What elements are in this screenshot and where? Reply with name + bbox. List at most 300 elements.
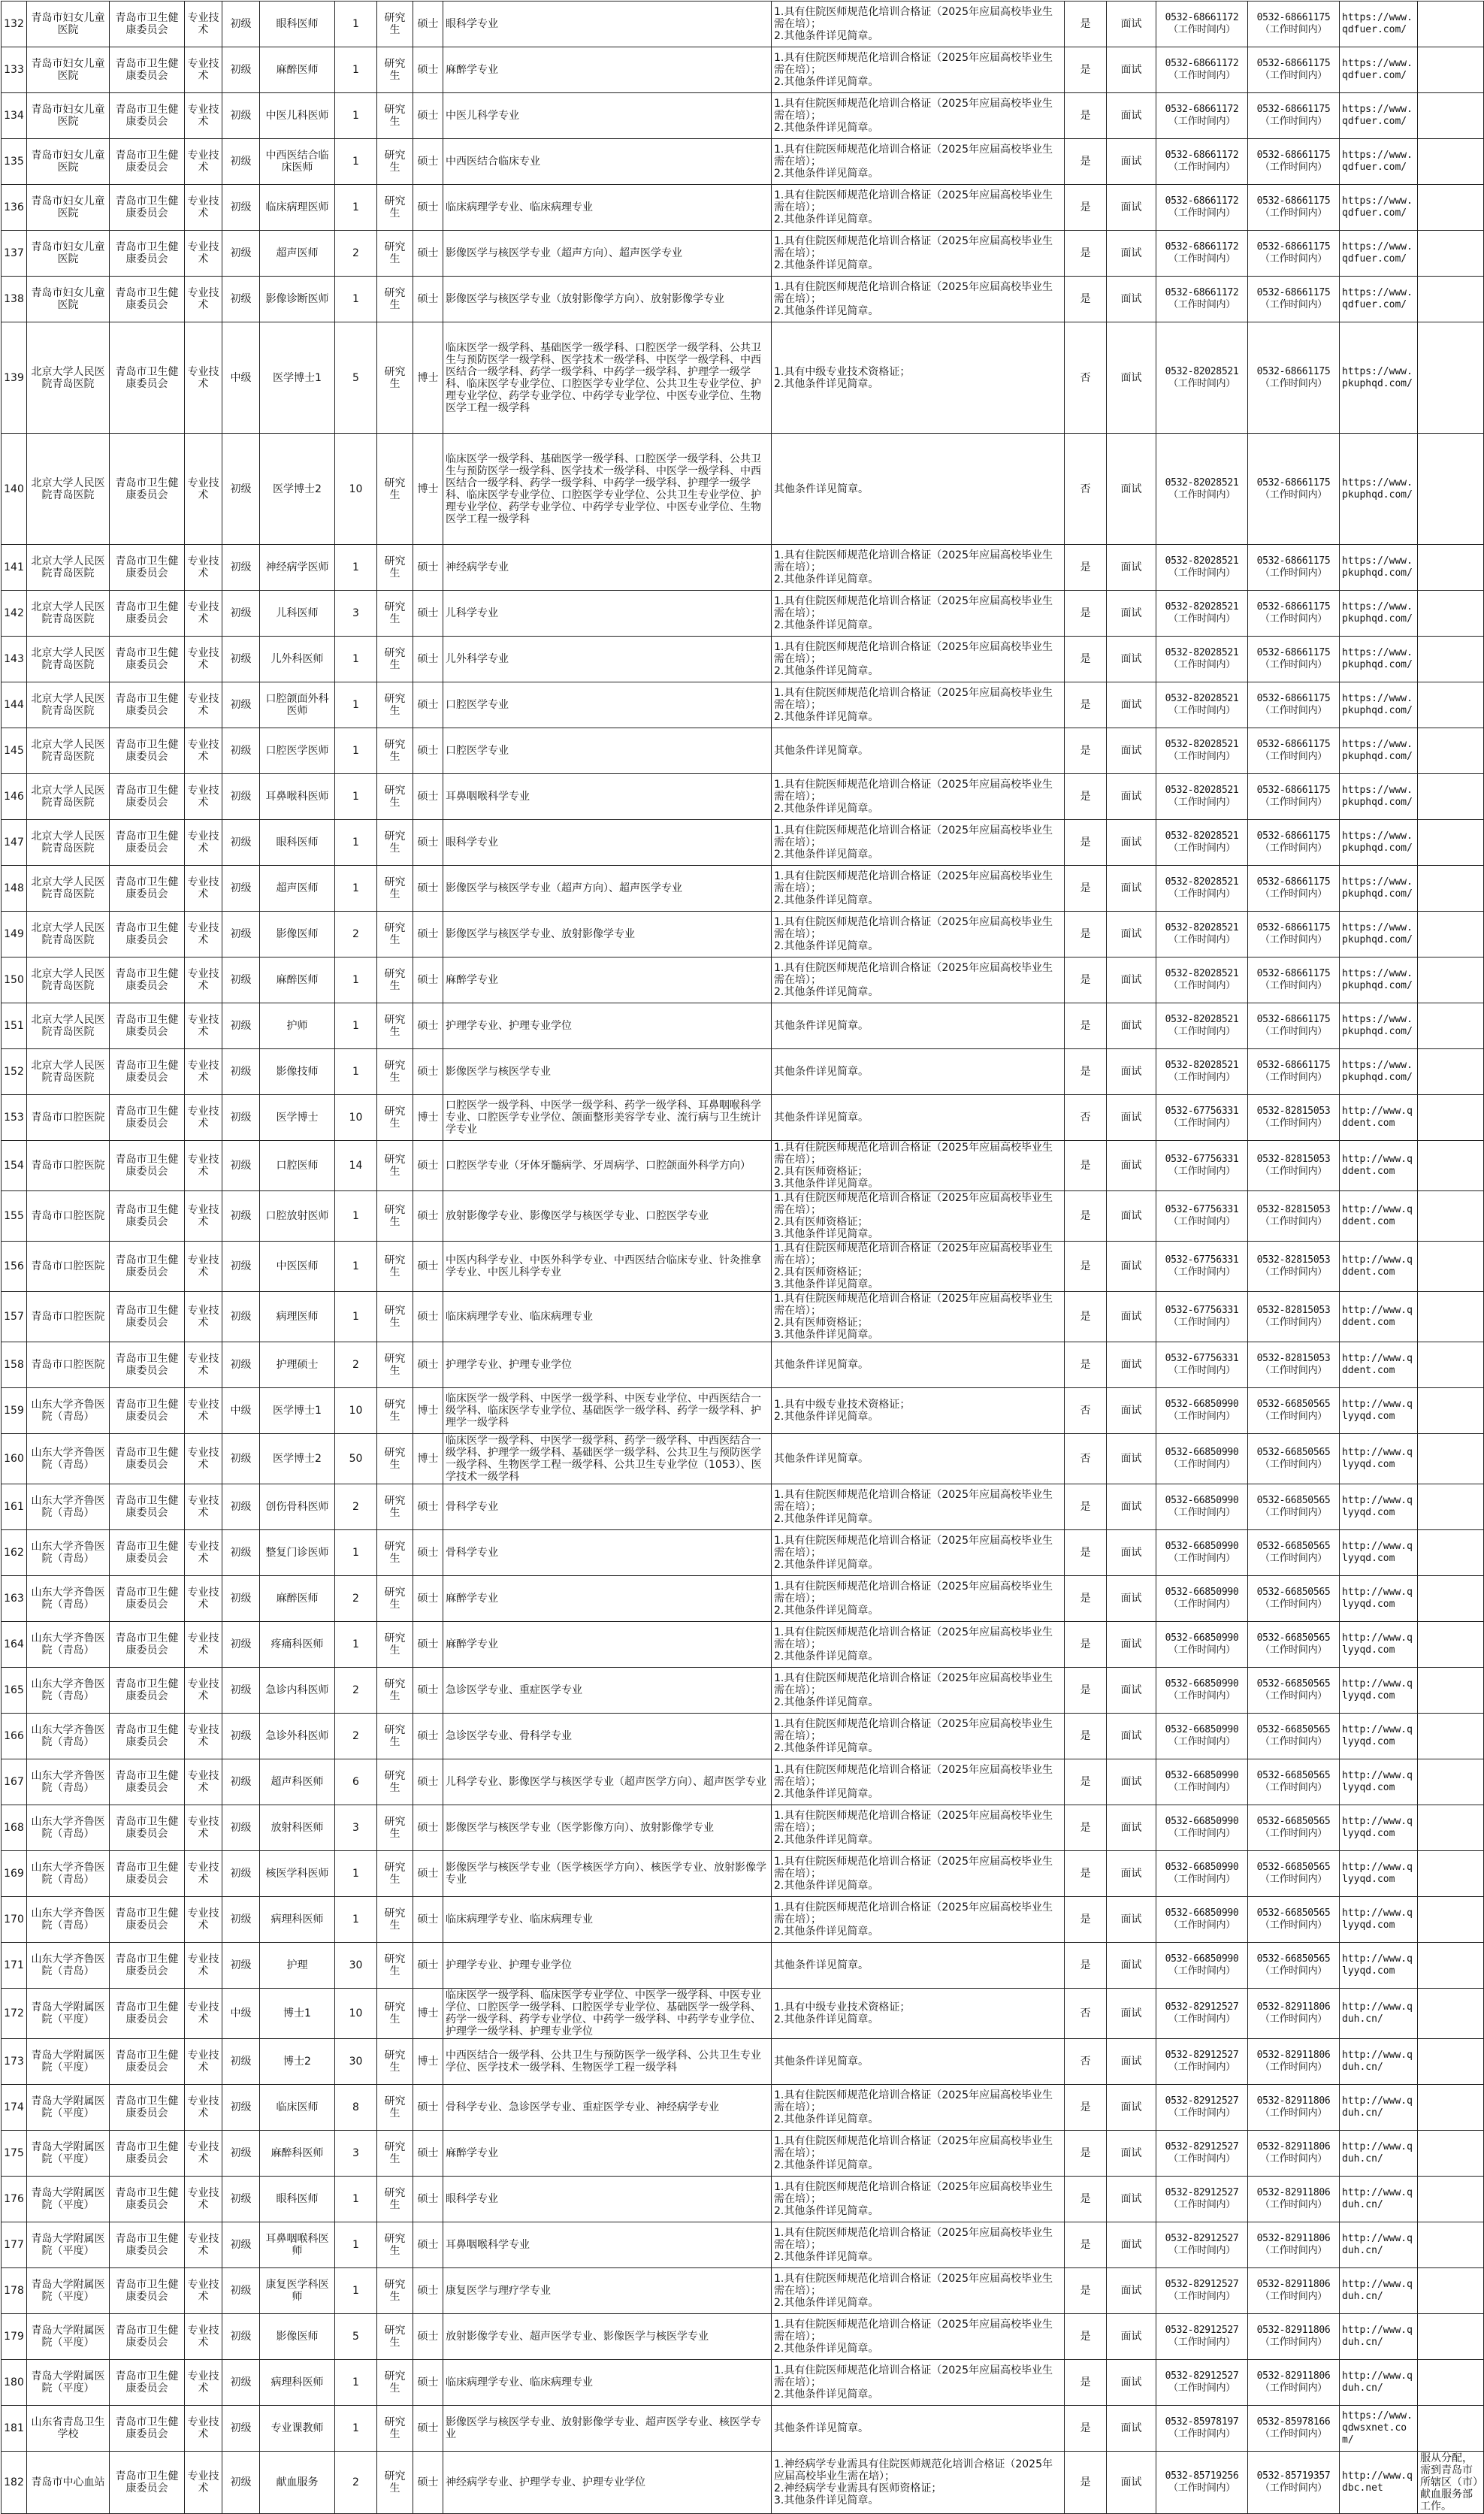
cell-other: 1.具有住院医师规范化培训合格证（2025年应届高校毕业生需在培）； 2.其他条件详见简章。 — [772, 1530, 1065, 1576]
cell-full: 是 — [1065, 728, 1107, 774]
cell-edu: 研究生 — [377, 139, 413, 185]
cell-major: 儿科学专业 — [443, 591, 772, 637]
cell-level: 初级 — [222, 139, 260, 185]
cell-tel1: 0532-66850990（工作时间内） — [1156, 1805, 1248, 1851]
cell-web: https://www.qdfuer.com/ — [1340, 93, 1418, 139]
cell-full: 否 — [1065, 1388, 1107, 1434]
cell-exam: 面试 — [1107, 1897, 1156, 1943]
cell-num: 1 — [335, 277, 377, 322]
cell-level: 初级 — [222, 682, 260, 728]
cell-web: http://www.qlyyqd.com — [1340, 1576, 1418, 1622]
cell-post: 医学博士1 — [260, 322, 335, 434]
cell-deg: 硕士 — [413, 2406, 443, 2452]
cell-no: 174 — [2, 2085, 27, 2131]
cell-post: 神经病学医师 — [260, 545, 335, 591]
cell-full: 是 — [1065, 2222, 1107, 2268]
cell-dept: 青岛市卫生健康委员会 — [110, 322, 185, 434]
cell-dept: 青岛市卫生健康委员会 — [110, 1095, 185, 1141]
cell-remark — [1418, 1897, 1484, 1943]
cell-tel1: 0532-67756331（工作时间内） — [1156, 1292, 1248, 1342]
cell-web: https://www.pkuphqd.com/ — [1340, 774, 1418, 820]
cell-full: 否 — [1065, 2039, 1107, 2085]
cell-other: 其他条件详见简章。 — [772, 728, 1065, 774]
cell-tel2: 0532-82911806（工作时间内） — [1248, 2177, 1340, 2222]
cell-deg: 博士 — [413, 2039, 443, 2085]
cell-major: 护理学专业、护理专业学位 — [443, 1003, 772, 1049]
cell-unit: 青岛大学附属医院（平度） — [27, 2039, 110, 2085]
cell-remark — [1418, 545, 1484, 591]
cell-web: http://www.qddent.com — [1340, 1342, 1418, 1388]
cell-deg: 硕士 — [413, 1943, 443, 1989]
cell-unit: 北京大学人民医院青岛医院 — [27, 866, 110, 912]
cell-cat: 专业技术 — [185, 47, 222, 93]
cell-level: 初级 — [222, 1484, 260, 1530]
table-row — [2, 912, 1484, 957]
cell-tel2: 0532-68661175（工作时间内） — [1248, 912, 1340, 957]
cell-exam: 面试 — [1107, 2, 1156, 47]
cell-cat: 专业技术 — [185, 231, 222, 277]
cell-edu: 研究生 — [377, 2268, 413, 2314]
cell-post: 麻醉医师 — [260, 47, 335, 93]
cell-unit: 山东大学齐鲁医院（青岛） — [27, 1484, 110, 1530]
cell-unit: 青岛市口腔医院 — [27, 1292, 110, 1342]
cell-deg: 硕士 — [413, 139, 443, 185]
cell-no: 177 — [2, 2222, 27, 2268]
cell-cat: 专业技术 — [185, 277, 222, 322]
cell-level: 初级 — [222, 2268, 260, 2314]
cell-num: 1 — [335, 1530, 377, 1576]
cell-unit: 青岛市妇女儿童医院 — [27, 2, 110, 47]
cell-cat: 专业技术 — [185, 1897, 222, 1943]
cell-unit: 北京大学人民医院青岛医院 — [27, 774, 110, 820]
cell-full: 是 — [1065, 231, 1107, 277]
cell-other: 1.具有住院医师规范化培训合格证（2025年应届高校毕业生需在培）； 2.其他条件详见简章。 — [772, 637, 1065, 682]
cell-exam: 面试 — [1107, 434, 1156, 545]
cell-post: 麻醉科医师 — [260, 2131, 335, 2177]
cell-cat: 专业技术 — [185, 2177, 222, 2222]
cell-cat: 专业技术 — [185, 866, 222, 912]
cell-full: 是 — [1065, 1943, 1107, 1989]
cell-level: 初级 — [222, 591, 260, 637]
cell-post: 眼科医师 — [260, 2177, 335, 2222]
cell-remark — [1418, 1530, 1484, 1576]
cell-no: 170 — [2, 1897, 27, 1943]
cell-tel1: 0532-68661172（工作时间内） — [1156, 277, 1248, 322]
cell-unit: 北京大学人民医院青岛医院 — [27, 545, 110, 591]
cell-dept: 青岛市卫生健康委员会 — [110, 866, 185, 912]
cell-other: 1.神经病学专业需具有住院医师规范化培训合格证（2025年应届高校毕业生需在培）； 2.神经病学专业需具有医师资格证； 3.其他条件详见简章。 — [772, 2452, 1065, 2514]
table-row — [2, 545, 1484, 591]
cell-level: 初级 — [222, 1759, 260, 1805]
table-body — [2, 2, 1484, 2514]
cell-cat: 专业技术 — [185, 1668, 222, 1714]
cell-edu: 研究生 — [377, 820, 413, 866]
table-row — [2, 2452, 1484, 2514]
cell-other: 1.具有住院医师规范化培训合格证（2025年应届高校毕业生需在培）； 2.其他条件详见简章。 — [772, 2, 1065, 47]
cell-tel2: 0532-68661175（工作时间内） — [1248, 277, 1340, 322]
table-row — [2, 2314, 1484, 2360]
cell-major: 临床病理学专业、临床病理专业 — [443, 1292, 772, 1342]
cell-cat: 专业技术 — [185, 2268, 222, 2314]
cell-cat: 专业技术 — [185, 1714, 222, 1759]
cell-full: 是 — [1065, 1805, 1107, 1851]
cell-post: 博士1 — [260, 1989, 335, 2039]
cell-other: 其他条件详见简章。 — [772, 1434, 1065, 1484]
cell-no: 132 — [2, 2, 27, 47]
cell-major: 中西医结合一级学科、公共卫生与预防医学一级学科、公共卫生专业学位、医学技术一级学科、生物医学工程一级学科 — [443, 2039, 772, 2085]
cell-dept: 青岛市卫生健康委员会 — [110, 2085, 185, 2131]
cell-level: 初级 — [222, 2039, 260, 2085]
cell-cat: 专业技术 — [185, 1622, 222, 1668]
cell-exam: 面试 — [1107, 774, 1156, 820]
cell-post: 博士2 — [260, 2039, 335, 2085]
cell-exam: 面试 — [1107, 1851, 1156, 1897]
cell-level: 中级 — [222, 1989, 260, 2039]
cell-cat: 专业技术 — [185, 2085, 222, 2131]
cell-other: 1.具有住院医师规范化培训合格证（2025年应届高校毕业生需在培）； 2.其他条件详见简章。 — [772, 591, 1065, 637]
cell-cat: 专业技术 — [185, 1851, 222, 1897]
cell-post: 护师 — [260, 1003, 335, 1049]
cell-tel2: 0532-66850565（工作时间内） — [1248, 1759, 1340, 1805]
cell-unit: 青岛市妇女儿童医院 — [27, 139, 110, 185]
cell-dept: 青岛市卫生健康委员会 — [110, 637, 185, 682]
cell-full: 是 — [1065, 1049, 1107, 1095]
cell-dept: 青岛市卫生健康委员会 — [110, 1342, 185, 1388]
cell-edu: 研究生 — [377, 231, 413, 277]
cell-remark — [1418, 231, 1484, 277]
cell-unit: 北京大学人民医院青岛医院 — [27, 637, 110, 682]
cell-remark — [1418, 2360, 1484, 2406]
cell-no: 176 — [2, 2177, 27, 2222]
cell-no: 137 — [2, 231, 27, 277]
cell-tel1: 0532-82912527（工作时间内） — [1156, 1989, 1248, 2039]
cell-dept: 青岛市卫生健康委员会 — [110, 2452, 185, 2514]
table-row — [2, 591, 1484, 637]
table-row — [2, 1191, 1484, 1242]
cell-exam: 面试 — [1107, 1484, 1156, 1530]
cell-exam: 面试 — [1107, 2360, 1156, 2406]
cell-web: http://www.qduh.cn/ — [1340, 2222, 1418, 2268]
table-row — [2, 1668, 1484, 1714]
cell-cat: 专业技术 — [185, 912, 222, 957]
cell-level: 初级 — [222, 2222, 260, 2268]
cell-remark — [1418, 2039, 1484, 2085]
cell-deg: 硕士 — [413, 637, 443, 682]
cell-level: 初级 — [222, 1191, 260, 1242]
cell-exam: 面试 — [1107, 1989, 1156, 2039]
cell-remark — [1418, 1003, 1484, 1049]
table-row — [2, 682, 1484, 728]
cell-major: 护理学专业、护理专业学位 — [443, 1342, 772, 1388]
cell-web: https://www.pkuphqd.com/ — [1340, 637, 1418, 682]
cell-remark — [1418, 591, 1484, 637]
cell-tel1: 0532-82912527（工作时间内） — [1156, 2268, 1248, 2314]
cell-unit: 山东大学齐鲁医院（青岛） — [27, 1576, 110, 1622]
table-row — [2, 2222, 1484, 2268]
cell-num: 50 — [335, 1434, 377, 1484]
cell-tel1: 0532-66850990（工作时间内） — [1156, 1943, 1248, 1989]
cell-tel1: 0532-66850990（工作时间内） — [1156, 1388, 1248, 1434]
cell-edu: 研究生 — [377, 2360, 413, 2406]
cell-tel1: 0532-68661172（工作时间内） — [1156, 93, 1248, 139]
cell-tel1: 0532-68661172（工作时间内） — [1156, 47, 1248, 93]
cell-remark — [1418, 912, 1484, 957]
cell-unit: 山东大学齐鲁医院（青岛） — [27, 1622, 110, 1668]
cell-dept: 青岛市卫生健康委员会 — [110, 1668, 185, 1714]
cell-tel2: 0532-68661175（工作时间内） — [1248, 591, 1340, 637]
cell-exam: 面试 — [1107, 545, 1156, 591]
cell-level: 初级 — [222, 1342, 260, 1388]
cell-other: 1.具有住院医师规范化培训合格证（2025年应届高校毕业生需在培）； 2.其他条件详见简章。 — [772, 47, 1065, 93]
cell-level: 初级 — [222, 2, 260, 47]
cell-full: 是 — [1065, 591, 1107, 637]
cell-tel1: 0532-67756331（工作时间内） — [1156, 1342, 1248, 1388]
cell-no: 159 — [2, 1388, 27, 1434]
cell-tel1: 0532-66850990（工作时间内） — [1156, 1576, 1248, 1622]
cell-major: 儿科学专业、影像医学与核医学专业（超声医学方向）、超声医学专业 — [443, 1759, 772, 1805]
cell-tel2: 0532-66850565（工作时间内） — [1248, 1805, 1340, 1851]
cell-deg: 硕士 — [413, 866, 443, 912]
cell-no: 160 — [2, 1434, 27, 1484]
table-row — [2, 93, 1484, 139]
cell-tel1: 0532-67756331（工作时间内） — [1156, 1191, 1248, 1242]
cell-dept: 青岛市卫生健康委员会 — [110, 2406, 185, 2452]
cell-dept: 青岛市卫生健康委员会 — [110, 2314, 185, 2360]
cell-exam: 面试 — [1107, 682, 1156, 728]
cell-cat: 专业技术 — [185, 1759, 222, 1805]
cell-deg: 硕士 — [413, 682, 443, 728]
cell-unit: 山东大学齐鲁医院（青岛） — [27, 1714, 110, 1759]
cell-cat: 专业技术 — [185, 434, 222, 545]
cell-num: 1 — [335, 1897, 377, 1943]
cell-num: 1 — [335, 2177, 377, 2222]
table-row — [2, 820, 1484, 866]
cell-remark — [1418, 2177, 1484, 2222]
cell-no: 144 — [2, 682, 27, 728]
cell-level: 初级 — [222, 1576, 260, 1622]
cell-level: 初级 — [222, 1714, 260, 1759]
cell-web: http://www.qduh.cn/ — [1340, 2360, 1418, 2406]
cell-edu: 研究生 — [377, 957, 413, 1003]
cell-post: 急诊外科医师 — [260, 1714, 335, 1759]
cell-no: 169 — [2, 1851, 27, 1897]
cell-major: 骨科学专业 — [443, 1530, 772, 1576]
cell-tel2: 0532-66850565（工作时间内） — [1248, 1484, 1340, 1530]
cell-no: 140 — [2, 434, 27, 545]
cell-remark — [1418, 322, 1484, 434]
cell-remark — [1418, 774, 1484, 820]
cell-tel2: 0532-82815053（工作时间内） — [1248, 1141, 1340, 1191]
cell-exam: 面试 — [1107, 2131, 1156, 2177]
cell-web: http://www.qlyyqd.com — [1340, 1759, 1418, 1805]
cell-exam: 面试 — [1107, 47, 1156, 93]
cell-num: 1 — [335, 820, 377, 866]
cell-edu: 研究生 — [377, 1388, 413, 1434]
cell-edu: 研究生 — [377, 2, 413, 47]
cell-level: 初级 — [222, 2085, 260, 2131]
cell-remark — [1418, 139, 1484, 185]
cell-edu: 研究生 — [377, 1242, 413, 1292]
cell-remark — [1418, 1095, 1484, 1141]
cell-other: 1.具有住院医师规范化培训合格证（2025年应届高校毕业生需在培）； 2.其他条件详见简章。 — [772, 139, 1065, 185]
cell-deg: 博士 — [413, 1989, 443, 2039]
table-row — [2, 277, 1484, 322]
cell-cat: 专业技术 — [185, 185, 222, 231]
cell-dept: 青岛市卫生健康委员会 — [110, 1292, 185, 1342]
cell-edu: 研究生 — [377, 1668, 413, 1714]
cell-num: 1 — [335, 1242, 377, 1292]
cell-deg: 硕士 — [413, 1897, 443, 1943]
cell-deg: 博士 — [413, 1095, 443, 1141]
cell-tel2: 0532-68661175（工作时间内） — [1248, 637, 1340, 682]
cell-remark — [1418, 1851, 1484, 1897]
cell-tel2: 0532-68661175（工作时间内） — [1248, 682, 1340, 728]
cell-tel2: 0532-68661175（工作时间内） — [1248, 139, 1340, 185]
cell-full: 是 — [1065, 820, 1107, 866]
table-row — [2, 1242, 1484, 1292]
cell-remark — [1418, 277, 1484, 322]
cell-unit: 青岛市妇女儿童医院 — [27, 93, 110, 139]
cell-edu: 研究生 — [377, 93, 413, 139]
cell-num: 2 — [335, 912, 377, 957]
cell-dept: 青岛市卫生健康委员会 — [110, 2131, 185, 2177]
cell-tel1: 0532-82028521（工作时间内） — [1156, 957, 1248, 1003]
cell-deg: 硕士 — [413, 774, 443, 820]
cell-level: 初级 — [222, 93, 260, 139]
cell-num: 3 — [335, 591, 377, 637]
cell-post: 急诊内科医师 — [260, 1668, 335, 1714]
cell-exam: 面试 — [1107, 1141, 1156, 1191]
cell-level: 初级 — [222, 434, 260, 545]
cell-deg: 硕士 — [413, 1292, 443, 1342]
cell-full: 是 — [1065, 637, 1107, 682]
cell-level: 初级 — [222, 2314, 260, 2360]
cell-num: 1 — [335, 728, 377, 774]
cell-deg: 硕士 — [413, 591, 443, 637]
cell-other: 1.具有住院医师规范化培训合格证（2025年应届高校毕业生需在培）； 2.其他条件详见简章。 — [772, 277, 1065, 322]
cell-num: 2 — [335, 231, 377, 277]
cell-full: 是 — [1065, 185, 1107, 231]
cell-full: 否 — [1065, 1989, 1107, 2039]
cell-unit: 山东大学齐鲁医院（青岛） — [27, 1668, 110, 1714]
cell-exam: 面试 — [1107, 637, 1156, 682]
cell-exam: 面试 — [1107, 2452, 1156, 2514]
cell-post: 超声医师 — [260, 231, 335, 277]
cell-tel1: 0532-82028521（工作时间内） — [1156, 912, 1248, 957]
cell-tel2: 0532-68661175（工作时间内） — [1248, 231, 1340, 277]
cell-remark — [1418, 2406, 1484, 2452]
cell-post: 口腔医学医师 — [260, 728, 335, 774]
cell-other: 1.具有住院医师规范化培训合格证（2025年应届高校毕业生需在培）； 2.其他条件详见简章。 — [772, 1759, 1065, 1805]
cell-major: 影像医学与核医学专业、放射影像学专业、超声医学专业、核医学专业 — [443, 2406, 772, 2452]
cell-remark — [1418, 1049, 1484, 1095]
cell-dept: 青岛市卫生健康委员会 — [110, 2039, 185, 2085]
cell-post: 口腔颌面外科医师 — [260, 682, 335, 728]
cell-unit: 青岛市口腔医院 — [27, 1191, 110, 1242]
cell-tel2: 0532-68661175（工作时间内） — [1248, 957, 1340, 1003]
cell-edu: 研究生 — [377, 912, 413, 957]
cell-exam: 面试 — [1107, 1943, 1156, 1989]
cell-no: 167 — [2, 1759, 27, 1805]
cell-deg: 硕士 — [413, 820, 443, 866]
cell-tel2: 0532-85978166（工作时间内） — [1248, 2406, 1340, 2452]
cell-edu: 研究生 — [377, 866, 413, 912]
cell-dept: 青岛市卫生健康委员会 — [110, 1943, 185, 1989]
cell-exam: 面试 — [1107, 277, 1156, 322]
cell-web: https://www.pkuphqd.com/ — [1340, 591, 1418, 637]
cell-web: http://www.qlyyqd.com — [1340, 1668, 1418, 1714]
cell-exam: 面试 — [1107, 1714, 1156, 1759]
cell-major: 影像医学与核医学专业、放射影像学专业 — [443, 912, 772, 957]
cell-exam: 面试 — [1107, 820, 1156, 866]
cell-unit: 北京大学人民医院青岛医院 — [27, 591, 110, 637]
cell-no: 175 — [2, 2131, 27, 2177]
cell-cat: 专业技术 — [185, 1141, 222, 1191]
cell-no: 150 — [2, 957, 27, 1003]
cell-edu: 研究生 — [377, 1292, 413, 1342]
cell-exam: 面试 — [1107, 1388, 1156, 1434]
cell-web: http://www.qlyyqd.com — [1340, 1851, 1418, 1897]
cell-full: 是 — [1065, 2085, 1107, 2131]
table-row — [2, 2, 1484, 47]
cell-full: 是 — [1065, 1003, 1107, 1049]
cell-num: 2 — [335, 1342, 377, 1388]
cell-level: 初级 — [222, 957, 260, 1003]
cell-level: 初级 — [222, 1141, 260, 1191]
cell-level: 初级 — [222, 1805, 260, 1851]
table-row — [2, 2360, 1484, 2406]
cell-exam: 面试 — [1107, 591, 1156, 637]
cell-other: 1.具有住院医师规范化培训合格证（2025年应届高校毕业生需在培）； 2.其他条件详见简章。 — [772, 545, 1065, 591]
cell-deg: 博士 — [413, 434, 443, 545]
cell-remark — [1418, 728, 1484, 774]
table-row — [2, 2085, 1484, 2131]
cell-major: 儿外科学专业 — [443, 637, 772, 682]
cell-unit: 北京大学人民医院青岛医院 — [27, 1049, 110, 1095]
cell-other: 1.具有中级专业技术资格证； 2.其他条件详见简章。 — [772, 1388, 1065, 1434]
cell-dept: 青岛市卫生健康委员会 — [110, 1897, 185, 1943]
cell-remark — [1418, 2222, 1484, 2268]
cell-tel2: 0532-68661175（工作时间内） — [1248, 434, 1340, 545]
cell-num: 10 — [335, 1095, 377, 1141]
cell-tel2: 0532-68661175（工作时间内） — [1248, 774, 1340, 820]
cell-other: 1.具有住院医师规范化培训合格证（2025年应届高校毕业生需在培）； 2.其他条件详见简章。 — [772, 866, 1065, 912]
cell-exam: 面试 — [1107, 2406, 1156, 2452]
cell-num: 10 — [335, 1989, 377, 2039]
cell-unit: 青岛市中心血站 — [27, 2452, 110, 2514]
cell-deg: 硕士 — [413, 2314, 443, 2360]
cell-major: 口腔医学专业（牙体牙髓病学、牙周病学、口腔颌面外科学方向） — [443, 1141, 772, 1191]
cell-exam: 面试 — [1107, 1342, 1156, 1388]
cell-dept: 青岛市卫生健康委员会 — [110, 1434, 185, 1484]
cell-no: 161 — [2, 1484, 27, 1530]
table-row — [2, 1897, 1484, 1943]
cell-other: 1.具有中级专业技术资格证； 2.其他条件详见简章。 — [772, 1989, 1065, 2039]
cell-cat: 专业技术 — [185, 2, 222, 47]
cell-other: 1.具有住院医师规范化培训合格证（2025年应届高校毕业生需在培）； 2.其他条件详见简章。 — [772, 820, 1065, 866]
cell-major: 影像医学与核医学专业（超声方向）、超声医学专业 — [443, 866, 772, 912]
cell-edu: 研究生 — [377, 2177, 413, 2222]
cell-post: 临床病理医师 — [260, 185, 335, 231]
cell-full: 是 — [1065, 912, 1107, 957]
cell-major: 麻醉学专业 — [443, 957, 772, 1003]
cell-no: 142 — [2, 591, 27, 637]
cell-post: 放射科医师 — [260, 1805, 335, 1851]
cell-dept: 青岛市卫生健康委员会 — [110, 139, 185, 185]
cell-deg: 硕士 — [413, 1530, 443, 1576]
table-row — [2, 47, 1484, 93]
cell-post: 影像医师 — [260, 912, 335, 957]
